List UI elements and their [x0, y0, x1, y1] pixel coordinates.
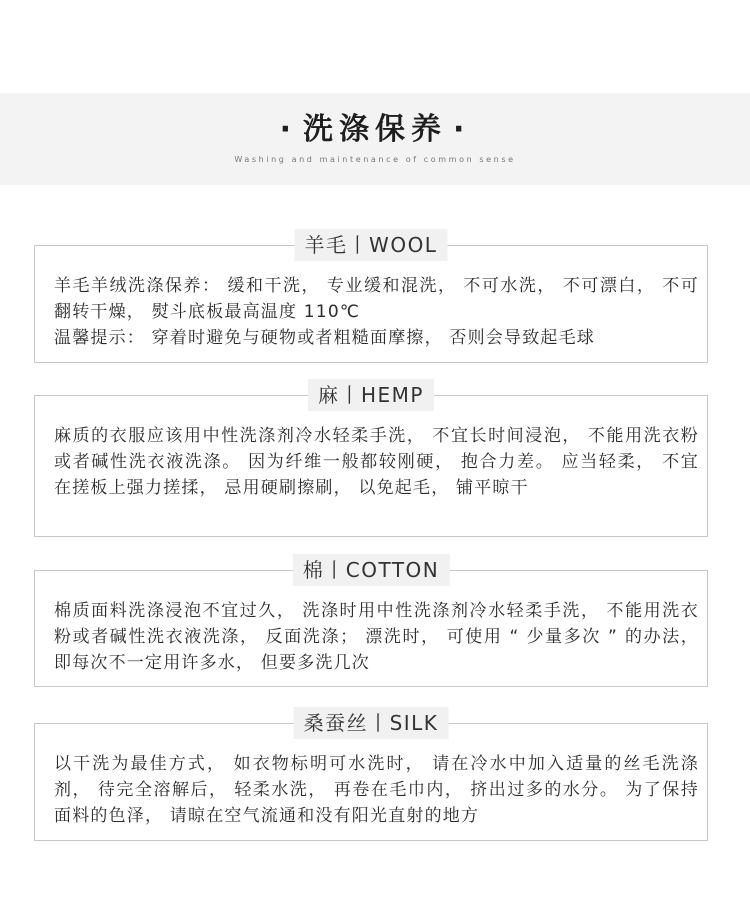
section-label: 桑蚕丝丨SILK	[294, 707, 449, 739]
section-cotton	[34, 558, 708, 687]
section-hemp	[34, 383, 708, 537]
section-paragraph: 温馨提示： 穿着时避免与硬物或者粗糙面摩擦， 否则会导致起毛球	[54, 328, 596, 348]
section-silk	[34, 711, 708, 841]
title-dot-left: ·	[279, 112, 297, 147]
section-label: 棉丨COTTON	[293, 554, 450, 586]
section-body	[54, 598, 699, 676]
title-dot-right: ·	[453, 112, 471, 147]
page-subtitle: Washing and maintenance of common sense	[234, 155, 516, 164]
section-body	[54, 751, 699, 829]
title-text: 洗涤保养	[303, 112, 447, 147]
section-body	[54, 423, 699, 501]
section-paragraph: 麻质的衣服应该用中性洗涤剂冷水轻柔手洗， 不宜长时间浸泡， 不能用洗衣粉或者碱性洗衣液洗涤。 因为纤维一般都较刚硬， 抱合力差。 应当轻柔， 不宜在搓板上强力搓揉， 忌用硬刷擦刷， 以免起毛， 铺平晾干	[54, 426, 699, 498]
section-paragraph: 羊毛羊绒洗涤保养： 缓和干洗， 专业缓和混洗， 不可水洗， 不可漂白， 不可翻转干燥， 熨斗底板最高温度 110℃	[54, 276, 699, 322]
section-paragraph: 以干洗为最佳方式， 如衣物标明可水洗时， 请在冷水中加入适量的丝毛洗涤剂， 待完全溶解后， 轻柔水洗， 再卷在毛巾内， 挤出过多的水分。 为了保持面料的色泽， 请晾在空气流通和没有阳光直射的地方	[54, 754, 699, 826]
page-title	[0, 110, 750, 150]
section-label: 麻丨HEMP	[308, 379, 434, 411]
section-paragraph: 棉质面料洗涤浸泡不宜过久， 洗涤时用中性洗涤剂冷水轻柔手洗， 不能用洗衣粉或者碱性洗衣液洗涤， 反面洗涤； 漂洗时， 可使用 “ 少量多次 ” 的办法， 即每次不一定用许多水， 但要多洗几次	[54, 601, 699, 673]
section-wool	[34, 233, 708, 363]
section-body	[54, 273, 699, 351]
section-label: 羊毛丨WOOL	[295, 229, 448, 261]
